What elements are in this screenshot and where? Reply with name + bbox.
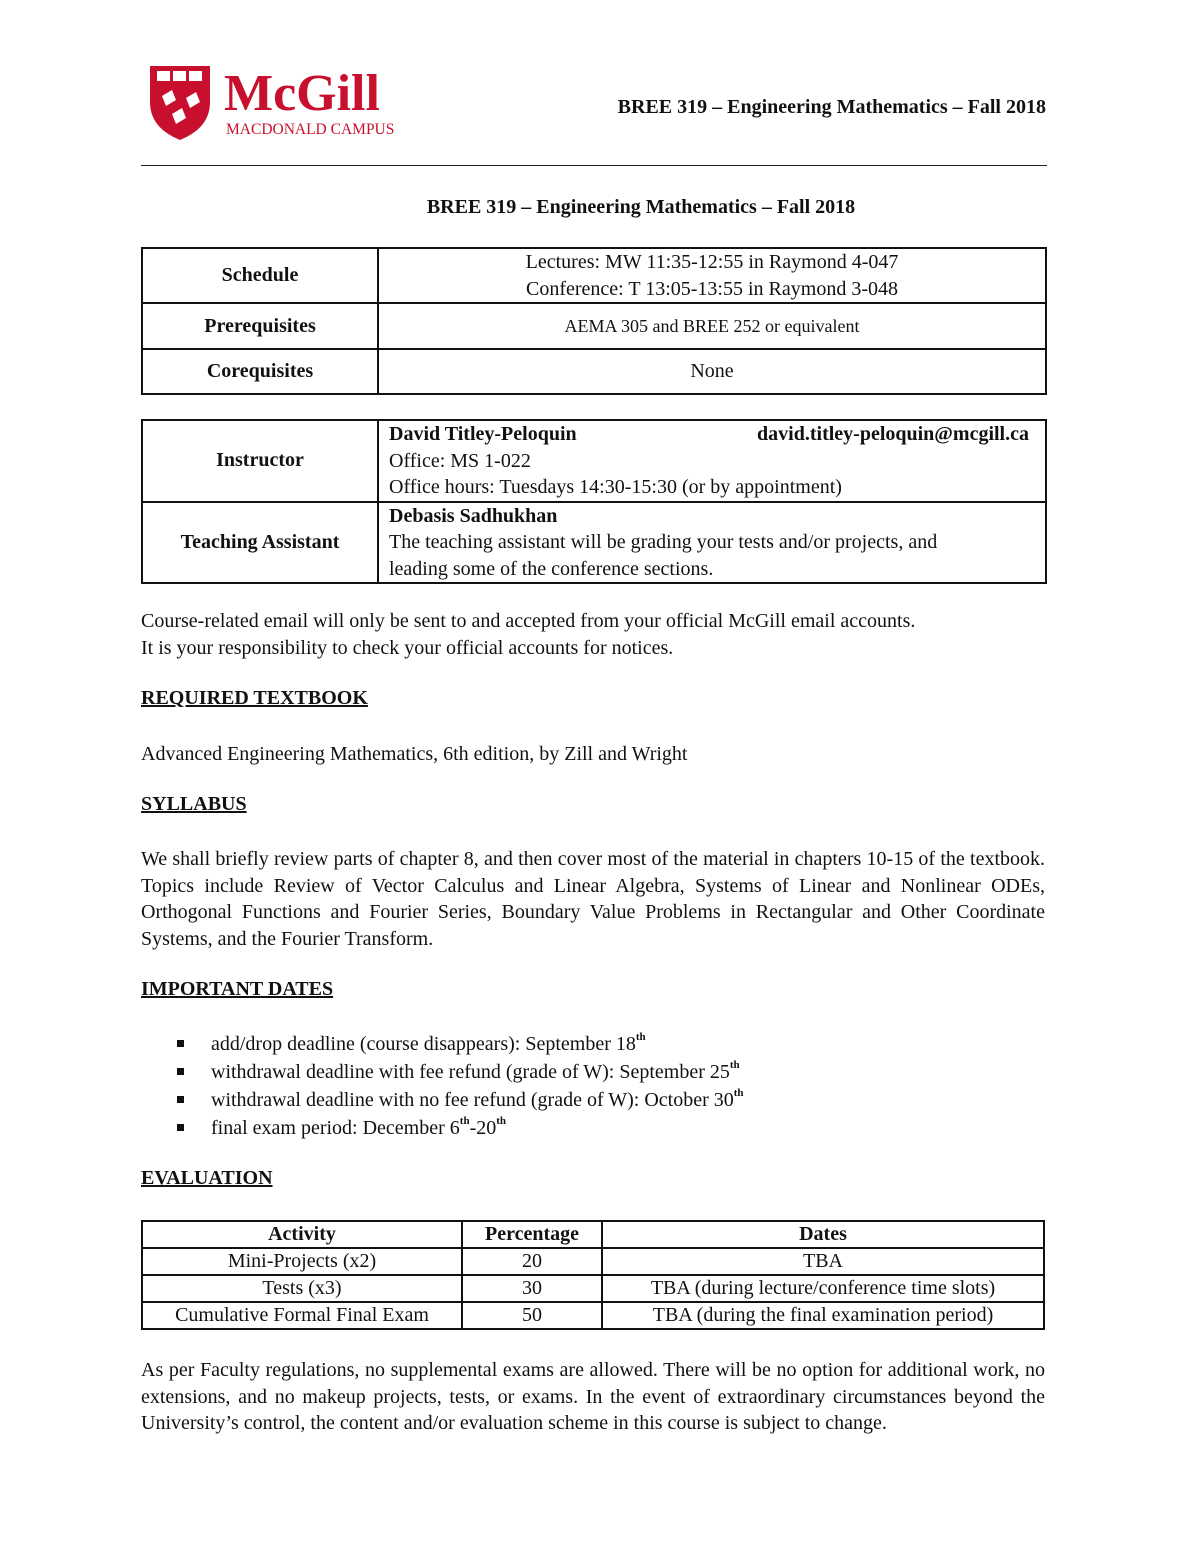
schedule-row	[142, 248, 1046, 303]
table-row	[142, 1302, 1044, 1329]
staff-table	[141, 419, 1047, 584]
header-divider	[141, 165, 1047, 166]
instructor-label: Instructor	[142, 420, 378, 502]
bullet-icon	[177, 1068, 184, 1075]
ta-description-line1: The teaching assistant will be grading your tests and/or projects, and	[389, 531, 938, 553]
schedule-value	[378, 248, 1046, 303]
col-header-dates: Dates	[602, 1221, 1044, 1248]
date-item-final-exam: final exam period: December 6th-20th	[141, 1114, 744, 1142]
syllabus-text: We shall briefly review parts of chapter 8, and then cover most of the material in chapters 10-15 of the textbook. Topics include Review of Vector Calculus and Linear Algebra, Systems of Linear and Nonlinear ODEs, Orthogonal Functions and Fourier Series, Boundary Value Problems in Rectangular and Other Coordinate Systems, and the Fourier Transform.	[141, 848, 1045, 950]
percentage-cell: 30	[462, 1275, 602, 1302]
evaluation-table	[141, 1220, 1045, 1330]
dates-cell: TBA (during the final examination period)	[602, 1302, 1044, 1329]
schedule-conference: Conference: T 13:05-13:55 in Raymond 3-048	[526, 277, 898, 300]
schedule-label: Schedule	[142, 248, 378, 303]
instructor-office: Office: MS 1-022	[389, 449, 531, 472]
corequisites-row	[142, 349, 1046, 394]
ta-row	[142, 502, 1046, 584]
email-note-line2: It is your responsibility to check your official accounts for notices.	[141, 636, 674, 659]
activity-cell: Mini-Projects (x2)	[142, 1248, 462, 1275]
course-info-table	[141, 247, 1047, 395]
prerequisites-value: AEMA 305 and BREE 252 or equivalent	[378, 303, 1046, 349]
corequisites-value: None	[378, 349, 1046, 394]
dates-cell: TBA	[602, 1248, 1044, 1275]
bullet-icon	[177, 1096, 184, 1103]
date-item-withdraw-refund: withdrawal deadline with fee refund (grade of W): September 25th	[141, 1058, 744, 1086]
prerequisites-row	[142, 303, 1046, 349]
logo-wordmark: McGill	[224, 65, 380, 122]
col-header-activity: Activity	[142, 1221, 462, 1248]
percentage-cell: 20	[462, 1248, 602, 1275]
ta-name: Debasis Sadhukhan	[389, 504, 558, 527]
schedule-lectures: Lectures: MW 11:35-12:55 in Raymond 4-047	[525, 251, 899, 273]
email-note-line1: Course-related email will only be sent to and accepted from your official McGill email accounts.	[141, 610, 916, 632]
activity-cell: Tests (x3)	[142, 1275, 462, 1302]
regulations-text: As per Faculty regulations, no supplemental exams are allowed. There will be no option for additional work, no extensions, and no makeup projects, tests, or exams. In the event of extraordinary circumstances beyond the University’s control, the content and/or evaluation scheme in this course is subject to change.	[141, 1359, 1045, 1434]
date-item-add-drop: add/drop deadline (course disappears): September 18th	[141, 1030, 744, 1058]
prerequisites-label: Prerequisites	[142, 303, 378, 349]
evaluation-header-row	[142, 1221, 1044, 1248]
instructor-details	[378, 420, 1046, 502]
textbook-text: Advanced Engineering Mathematics, 6th edition, by Zill and Wright	[141, 743, 688, 765]
evaluation-heading: EVALUATION	[141, 1167, 273, 1189]
ta-details	[378, 502, 1046, 584]
instructor-name: David Titley-Peloquin	[389, 423, 577, 445]
syllabus-heading: SYLLABUS	[141, 793, 247, 815]
percentage-cell: 50	[462, 1302, 602, 1329]
ta-label: Teaching Assistant	[142, 502, 378, 584]
dates-heading: IMPORTANT DATES	[141, 978, 334, 1000]
activity-cell: Cumulative Formal Final Exam	[142, 1302, 462, 1329]
instructor-hours: Office hours: Tuesdays 14:30-15:30 (or by appointment)	[389, 476, 842, 498]
bullet-icon	[177, 1124, 184, 1131]
col-header-percentage: Percentage	[462, 1221, 602, 1248]
mcgill-logo	[148, 62, 428, 142]
header-course-title: BREE 319 – Engineering Mathematics – Fall 2018	[617, 96, 1046, 118]
instructor-email[interactable]: david.titley-peloquin@mcgill.ca	[757, 423, 1029, 445]
dates-list	[141, 1030, 744, 1142]
table-row	[142, 1248, 1044, 1275]
document-title: BREE 319 – Engineering Mathematics – Fall 2018	[426, 196, 856, 218]
ta-description-line2: leading some of the conference sections.	[389, 557, 714, 580]
email-note	[141, 608, 1045, 661]
instructor-row	[142, 420, 1046, 502]
corequisites-label: Corequisites	[142, 349, 378, 394]
textbook-heading: REQUIRED TEXTBOOK	[141, 687, 368, 709]
date-item-withdraw-no-refund: withdrawal deadline with no fee refund (grade of W): October 30th	[141, 1086, 744, 1114]
bullet-icon	[177, 1040, 184, 1047]
dates-cell: TBA (during lecture/conference time slots)	[602, 1275, 1044, 1302]
logo-subtitle: MACDONALD CAMPUS	[226, 121, 395, 138]
table-row	[142, 1275, 1044, 1302]
